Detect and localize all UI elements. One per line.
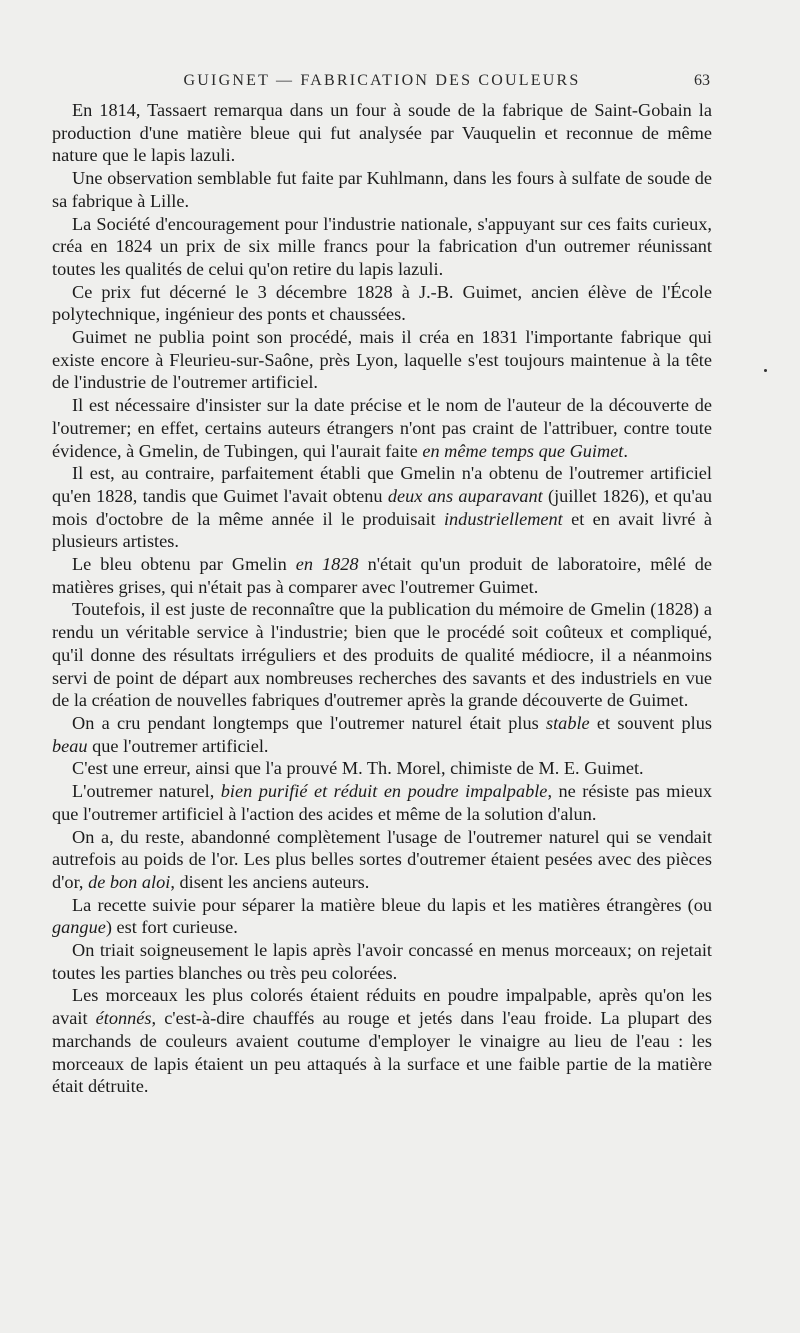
italic-text: étonnés xyxy=(95,1008,152,1029)
italic-text: en 1828 xyxy=(295,554,359,575)
text-run: et souvent plus xyxy=(589,712,713,733)
italic-text: beau xyxy=(52,735,88,756)
italic-text: en même temps que Guimet xyxy=(422,440,624,461)
paragraph xyxy=(52,757,712,780)
italic-text: deux ans auparavant xyxy=(387,485,543,506)
text-run: Le bleu obtenu par Gmelin xyxy=(72,554,296,575)
text-run: , disent les anciens auteurs. xyxy=(170,871,370,892)
text-run: et en avait livré à plusieurs artistes. xyxy=(52,508,712,552)
paragraph xyxy=(52,598,712,712)
text-run: La Société d'encouragement pour l'industrie nationale, s'appuyant sur ces faits curieux, créa en 1824 un prix de six mille francs pour la fabrication d'un outremer réunissant toutes les qualités de celui qu'on retire du lapis lazuli. xyxy=(52,213,712,279)
italic-text: de bon aloi xyxy=(88,871,171,892)
text-run: Toutefois, il est juste de reconnaître que la publication du mémoire de Gmelin (1828) a rendu un véritable service à l'industrie; bien que le procédé soit coûteux et compliqué, qu'il donne des résultats irréguliers et des produits de qualité médiocre, il a néanmoins servi de point de départ aux nombreuses recherches des savants et des industriels en vue de la création de nouvelles fabriques d'outremer après la grande découverte de Guimet. xyxy=(52,599,712,711)
paragraph xyxy=(52,939,712,984)
paragraph xyxy=(52,281,712,326)
text-run: (juillet 1826), et qu'au mois d'octobre de la même année il le produisait xyxy=(52,485,712,529)
text-run: Il est, au contraire, parfaitement établi que Gmelin n'a obtenu de l'outremer artificiel qu'en 1828, tandis que Guimet l'avait obtenu xyxy=(52,463,712,506)
text-run: . xyxy=(623,440,628,461)
italic-text: bien purifié et réduit en poudre impalpable xyxy=(220,781,548,802)
text-run: Guimet ne publia point son procédé, mais il créa en 1831 l'importante fabrique qui existe encore à Fleurieu-sur-Saône, près Lyon, laquelle s'est toujours maintenue à la tête de l'industrie de l'outremer artificiel. xyxy=(52,327,712,393)
text-run: Il est nécessaire d'insister sur la date précise et le nom de l'auteur de la découverte de l'outremer; en effet, certains auteurs étrangers n'ont pas craint de l'attribuer, contre toute évidence, à Gmelin, de Tubingen, qui l'aurait faite xyxy=(52,395,712,461)
page-header xyxy=(54,72,710,96)
italic-text: gangue xyxy=(52,917,106,938)
text-run: L'outremer naturel, xyxy=(72,781,221,802)
italic-text: industriellement xyxy=(443,508,563,529)
paragraph xyxy=(52,894,712,939)
paragraph xyxy=(52,712,712,757)
text-run: En 1814, Tassaert remarqua dans un four à soude de la fabrique de Saint-Gobain la production d'une matière bleue qui fut analysée par Vauquelin et reconnue de même nature que le lapis lazuli. xyxy=(52,100,712,166)
text-run: n'était qu'un produit de laboratoire, mêlé de matières grises, qui n'était pas à comparer avec l'outremer Guimet. xyxy=(52,554,712,597)
text-run: ) est fort curieuse. xyxy=(105,917,238,938)
text-run: Une observation semblable fut faite par Kuhlmann, dans les fours à sulfate de soude de sa fabrique à Lille. xyxy=(52,168,712,211)
body-text xyxy=(52,99,712,1098)
paragraph xyxy=(52,462,712,553)
text-run: Les morceaux les plus colorés étaient réduits en poudre impalpable, après qu'on les avait xyxy=(52,985,712,1029)
text-run: On triait soigneusement le lapis après l'avoir concassé en menus morceaux; on rejetait toutes les parties blanches ou très peu colorées. xyxy=(52,940,712,983)
paragraph xyxy=(52,394,712,462)
italic-text: stable xyxy=(545,712,590,733)
margin-speck xyxy=(764,369,767,372)
paragraph xyxy=(52,213,712,281)
text-run: , ne résiste pas mieux que l'outremer artificiel à l'action des acides et même de la solution d'alun. xyxy=(52,781,712,824)
paragraph xyxy=(52,826,712,894)
text-run: que l'outremer artificiel. xyxy=(87,735,269,756)
running-title: GUIGNET — FABRICATION DES COULEURS xyxy=(183,72,581,89)
text-run: C'est une erreur, ainsi que l'a prouvé M. Th. Morel, chimiste de M. E. Guimet. xyxy=(72,758,644,779)
paragraph xyxy=(52,780,712,825)
page-number: 63 xyxy=(694,72,710,89)
paragraph xyxy=(52,553,712,598)
text-run: , c'est-à-dire chauffés au rouge et jetés dans l'eau froide. La plupart des marchands de couleurs avaient coutume d'employer le vinaigre au lieu de l'eau : les morceaux de lapis étaient un peu attaqués à la surface et une faible partie de la matière était détruite. xyxy=(52,1008,712,1097)
text-run: Ce prix fut décerné le 3 décembre 1828 à J.-B. Guimet, ancien élève de l'École polytechnique, ingénieur des ponts et chaussées. xyxy=(52,281,712,325)
text-run: On a, du reste, abandonné complètement l'usage de l'outremer naturel qui se vendait autrefois au poids de l'or. Les plus belles sortes d'outremer étaient pesées avec des pièces d'or, xyxy=(52,826,712,892)
paragraph xyxy=(52,99,712,167)
text-run: La recette suivie pour séparer la matière bleue du lapis et les matières étrangères (ou xyxy=(72,894,712,915)
text-run: On a cru pendant longtemps que l'outremer naturel était plus xyxy=(72,712,546,733)
paragraph xyxy=(52,167,712,212)
paragraph xyxy=(52,326,712,394)
paragraph xyxy=(52,984,712,1098)
